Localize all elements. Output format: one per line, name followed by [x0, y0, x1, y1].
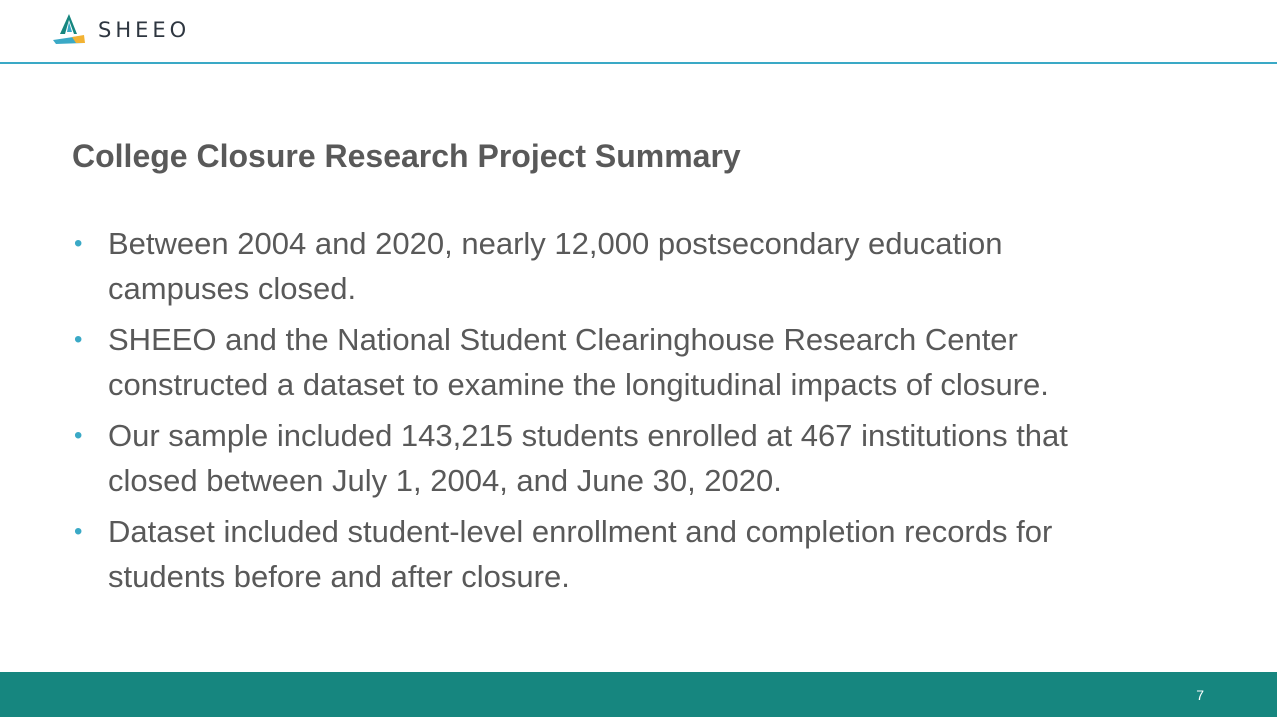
page-number: 7	[1196, 687, 1204, 703]
bullet-text-line: Dataset included student-level enrollment and completion records for	[108, 514, 1053, 549]
bullet-text-line: Between 2004 and 2020, nearly 12,000 postsecondary education	[108, 226, 1003, 261]
bullet-text-line: students before and after closure.	[108, 558, 570, 594]
bullet-text-line: Our sample included 143,215 students enrolled at 467 institutions that	[108, 418, 1068, 453]
sheeo-sail-logo-icon	[50, 12, 86, 48]
slide-header	[0, 0, 1277, 64]
bullet-text-line: SHEEO and the National Student Clearinghouse Research Center	[108, 322, 1018, 357]
bullet-item	[72, 318, 1222, 407]
header-divider	[0, 62, 1277, 64]
logo-text: SHEEO	[98, 18, 191, 42]
bullet-list	[72, 222, 1222, 606]
sheeo-logo	[50, 12, 190, 48]
bullet-item	[72, 222, 1222, 311]
slide-footer-bar	[0, 672, 1277, 717]
bullet-dot-icon: •	[74, 230, 83, 257]
bullet-dot-icon: •	[74, 422, 83, 449]
bullet-text-line: campuses closed.	[108, 270, 357, 306]
slide-title: College Closure Research Project Summary	[72, 138, 741, 174]
bullet-dot-icon: •	[74, 326, 83, 353]
bullet-item	[72, 414, 1222, 503]
bullet-dot-icon: •	[74, 518, 83, 545]
bullet-item	[72, 510, 1222, 599]
bullet-text-line: closed between July 1, 2004, and June 30, 2020.	[108, 462, 782, 498]
bullet-text-line: constructed a dataset to examine the longitudinal impacts of closure.	[108, 366, 1049, 402]
